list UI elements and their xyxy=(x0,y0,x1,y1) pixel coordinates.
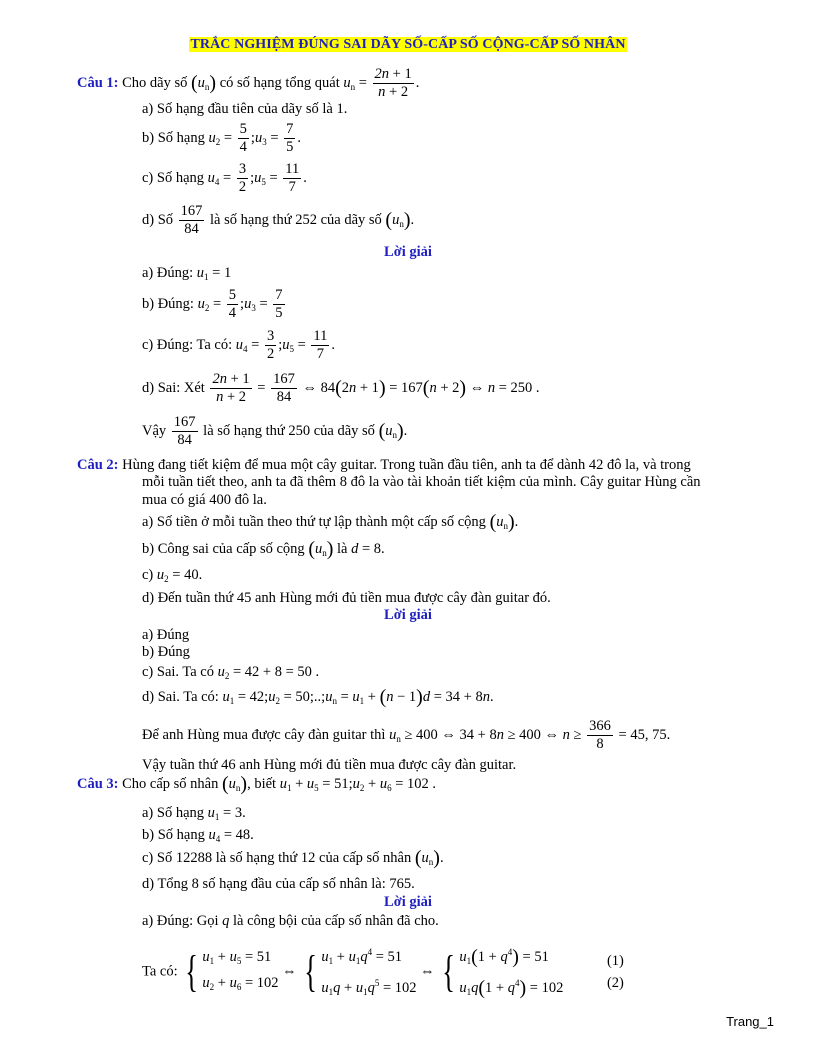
question-3-option-a: a) Số hạng $u_1 = 3$. xyxy=(142,805,246,822)
solution-2-d: d) Sai. Ta có: $u_1$ = $42;u_2$ = $50;..;u_n = u_1 + (n - 1)d = 34 + 8n$. xyxy=(142,686,494,708)
question-2-option-c: c) $u_2 = 40$. xyxy=(142,567,203,584)
question-3-stem: Câu 3: Cho cấp số nhân $(u_n)$, biết $u_1 + u_5$ = $51;u_2 + u_6 = 102$ . xyxy=(77,773,436,795)
solution-heading-3: Lời giải xyxy=(384,894,432,910)
question-3-option-d: d) Tổng 8 số hạng đầu của cấp số nhân là: 765. xyxy=(142,876,415,892)
solution-2-b: b) Đúng xyxy=(142,644,190,660)
solution-3-system: Ta có: { $u_1 + u_5 = 51$ $u_2 + u_6 = 102$ ⇔ { $u_1 + u_1q^4 = 51$ $u_1q + u_1q^5 = 102$ ⇔ { $u_1(1 + q^4) = 51$ $u_1q(1 + q^4) = 102$ (1) (2) xyxy=(142,946,624,999)
solution-3-a: a) Đúng: Gọi q là công bội của cấp số nhân đã cho. xyxy=(142,913,439,929)
question-1-option-d: d) Số $\frac{167}{84}$ là số hạng thứ 252 của dãy số $(u_n)$. xyxy=(142,203,415,237)
question-1-option-b: b) Số hạng $u_2$ = $\frac{5}{4}$ $;u_3$ = $\frac{7}{5}$ . xyxy=(142,121,301,155)
solution-2-conclusion: Vậy tuần thứ 46 anh Hùng mới đủ tiền mua được cây đàn guitar. xyxy=(142,757,517,773)
question-1-option-c: c) Số hạng $u_4$ = $\frac{3}{2}$ $;u_5$ = $\frac{11}{7}$ . xyxy=(142,161,307,195)
question-2-stem-line-1: Câu 2: Hùng đang tiết kiệm để mua một cây guitar. Trong tuần đầu tiên, anh ta để dành 42 đô la, và trong xyxy=(77,457,691,473)
question-1-option-a: a) Số hạng đầu tiên của dãy số là 1. xyxy=(142,101,348,117)
solution-2-a: a) Đúng xyxy=(142,627,190,643)
solution-heading-2: Lời giải xyxy=(384,607,432,623)
equation-label-2: (2) xyxy=(606,975,624,991)
page-footer: Trang_1 xyxy=(726,1014,774,1029)
question-1-stem: Câu 1: Cho dãy số $(u_n)$ có số hạng tổng quát $u_n$ = $\frac{2n + 1}{n + 2}$ . xyxy=(77,66,420,100)
question-2-stem-line-3: mua có giá 400 đô la. xyxy=(142,492,267,508)
solution-1-conclusion: Vậy $\frac{167}{84}$ là số hạng thứ 250 của dãy số $(u_n)$. xyxy=(142,414,408,448)
question-2-option-a: a) Số tiền ở mỗi tuần theo thứ tự lập thành một cấp số cộng $(u_n)$. xyxy=(142,511,519,533)
question-3-option-b: b) Số hạng $u_4 = 48$. xyxy=(142,827,254,844)
solution-1-a: a) Đúng: $u_1 = 1$ xyxy=(142,265,232,282)
solution-2-c: c) Sai. Ta có $u_2 = 42 + 8 = 50$ . xyxy=(142,664,320,681)
question-3-option-c: c) Số 12288 là số hạng thứ 12 của cấp số nhân $(u_n)$. xyxy=(142,847,444,869)
solution-heading-1: Lời giải xyxy=(384,244,432,260)
question-2-option-b: b) Công sai của cấp số cộng $(u_n)$ là d = 8. xyxy=(142,538,385,560)
solution-1-c: c) Đúng: Ta có: $u_4$ = $\frac{3}{2}$ $;u_5$ = $\frac{11}{7}$ . xyxy=(142,328,335,362)
solution-2-e: Để anh Hùng mua được cây đàn guitar thì $u_n \ge 400$ ⇔ 34 + 8n ≥ 400 ⇔ n ≥ $\frac{366}{8}$ = 45, 75. xyxy=(142,718,671,752)
page-title: TRẮC NGHIỆM ĐÚNG SAI DÃY SỐ-CẤP SỐ CỘNG-CẤP SỐ NHÂN xyxy=(190,37,626,52)
question-2-stem-line-2: mỗi tuần tiết theo, anh ta đã thêm 8 đô la vào tài khoản tiết kiệm của mình. Cây guitar Hùng cần xyxy=(142,474,701,490)
solution-1-b: b) Đúng: $u_2$ = $\frac{5}{4}$ $;u_3$ = $\frac{7}{5}$ xyxy=(142,287,283,321)
question-2-option-d: d) Đến tuần thứ 45 anh Hùng mới đủ tiền mua được cây đàn guitar đó. xyxy=(142,590,551,606)
solution-1-d: d) Sai: Xét $\frac{2n + 1}{n + 2}$ = $\frac{167}{84}$ ⇔ 84(2n + 1) = 167(n + 2) ⇔ n = 250 . xyxy=(142,371,540,405)
equation-label-1: (1) xyxy=(606,953,624,969)
